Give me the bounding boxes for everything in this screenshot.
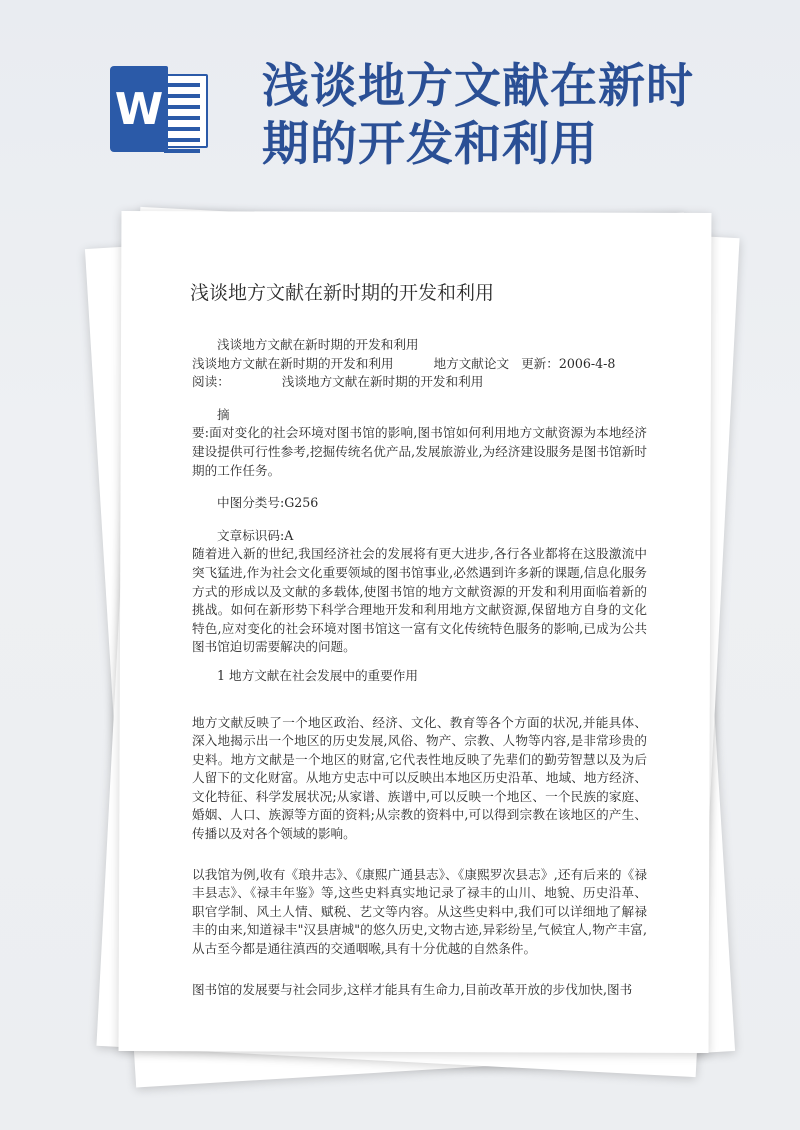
meta-read-title: 浅谈地方文献在新时期的开发和利用: [281, 374, 484, 390]
meta-title-line: 浅谈地方文献在新时期的开发和利用: [217, 337, 419, 352]
intro-paragraph: 随着进入新的世纪,我国经济社会的发展将有更大进步,各行各业都将在这股激流中突飞猛进,作为社会文化重要领域的图书馆事业,必然遇到许多新的课题,信息化服务方式的形成以及文献的多载体,使图书馆的地方文献资源的开发和利用面临着新的挑战。如何在新形势下科学合理地开发和利用地方文献资源,保留地方自身的文化特色,应对变化的社会环境对图书馆这一富有文化传统特色服务的影响,已成为公共图书馆迫切需要解决的问题。: [192, 546, 647, 655]
meta-title: 浅谈地方文献在新时期的开发和利用: [192, 355, 394, 371]
word-badge: W: [110, 66, 168, 152]
section-title: 1 地方文献在社会发展中的重要作用: [217, 667, 418, 683]
document-code: 文章标识码:A: [217, 527, 294, 543]
meta-read-label: 阅读：: [192, 374, 230, 390]
classification-number: 中图分类号:G256: [217, 495, 319, 511]
meta-update: 更新：2006-4-8: [521, 355, 616, 371]
document-content: [192, 280, 647, 999]
meta-category: 地方文献论文: [433, 355, 510, 371]
body-paragraph: 图书馆的发展要与社会同步,这样才能具有生命力,目前改革开放的步伐加快,图书: [192, 981, 633, 997]
meta-read-line: [192, 373, 647, 392]
meta-info-line: [192, 355, 647, 374]
body-paragraph: 地方文献反映了一个地区政治、经济、文化、教育等各个方面的状况,并能具体、深入地揭示出一个地区的历史发展,风俗、物产、宗教、人物等内容,是非常珍贵的史料。地方文献是一个地区的财富,它代表性地反映了先辈们的勤劳智慧以及为后人留下的文化财富。从地方史志中可以反映出本地区历史沿革、地域、地方经济、文化特征、科学发展状况;从家谱、族谱中,可以反映一个地区、一个民族的家庭、婚姻、人口、族源等方面的资料;从宗教的资料中,可以得到宗教在该地区的产生、传播以及对各个领域的影响。: [192, 714, 647, 842]
body-paragraph: 以我馆为例,收有《琅井志》、《康熙广通县志》、《康熙罗次县志》,还有后来的《禄丰县志》、《禄丰年鉴》等,这些史料真实地记录了禄丰的山川、地貌、历史沿革、职官学制、风土人情、赋税、艺文等内容。从这些史料中,我们可以详细地了解禄丰的由来,知道禄丰"汉县唐城"的悠久历史,文物古迹,异彩纷呈,气候宜人,物产丰富,从古至今都是通往滇西的交通咽喉,具有十分优越的自然条件。: [192, 866, 647, 957]
abstract-label: 摘: [217, 406, 230, 422]
abstract-text: 要:面对变化的社会环境对图书馆的影响,图书馆如何利用地方文献资源为本地经济建设提供可行性参考,挖掘传统名优产品,发展旅游业,为经济建设服务是图书馆新时期的工作任务。: [192, 425, 647, 478]
document-heading: 浅谈地方文献在新时期的开发和利用: [190, 282, 495, 304]
page-title: 浅谈地方文献在新时期的开发和利用: [262, 59, 694, 172]
word-document-icon: [110, 66, 206, 154]
